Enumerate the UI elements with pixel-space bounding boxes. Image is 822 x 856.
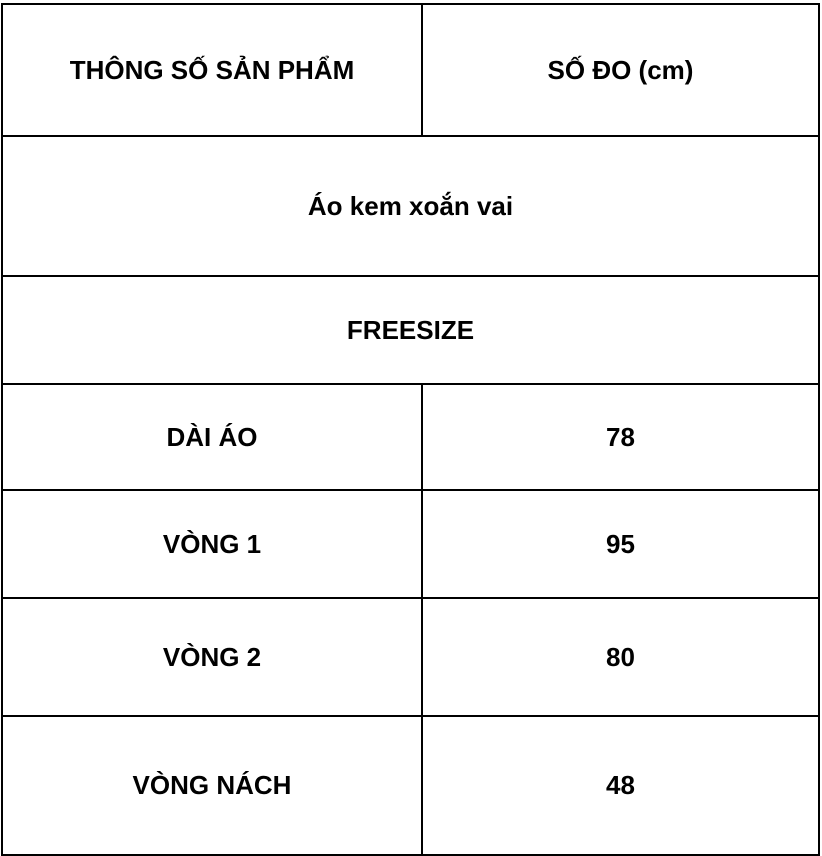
measure-header-cell: SỐ ĐO (cm) [422, 4, 819, 136]
measure-label-cell: VÒNG 1 [2, 490, 422, 598]
table-row [2, 716, 819, 855]
table-row [2, 384, 819, 490]
table-header-row [2, 4, 819, 136]
size-spec-table [1, 3, 820, 856]
product-name-row [2, 136, 819, 276]
measure-label-cell: VÒNG 2 [2, 598, 422, 716]
product-name-cell: Áo kem xoắn vai [2, 136, 819, 276]
measure-label-cell: VÒNG NÁCH [2, 716, 422, 855]
spec-header-cell: THÔNG SỐ SẢN PHẨM [2, 4, 422, 136]
table-row [2, 598, 819, 716]
measure-value-cell: 48 [422, 716, 819, 855]
product-size-cell: FREESIZE [2, 276, 819, 384]
measure-value-cell: 95 [422, 490, 819, 598]
measure-value-cell: 80 [422, 598, 819, 716]
measure-value-cell: 78 [422, 384, 819, 490]
table-row [2, 490, 819, 598]
product-size-row [2, 276, 819, 384]
measure-label-cell: DÀI ÁO [2, 384, 422, 490]
